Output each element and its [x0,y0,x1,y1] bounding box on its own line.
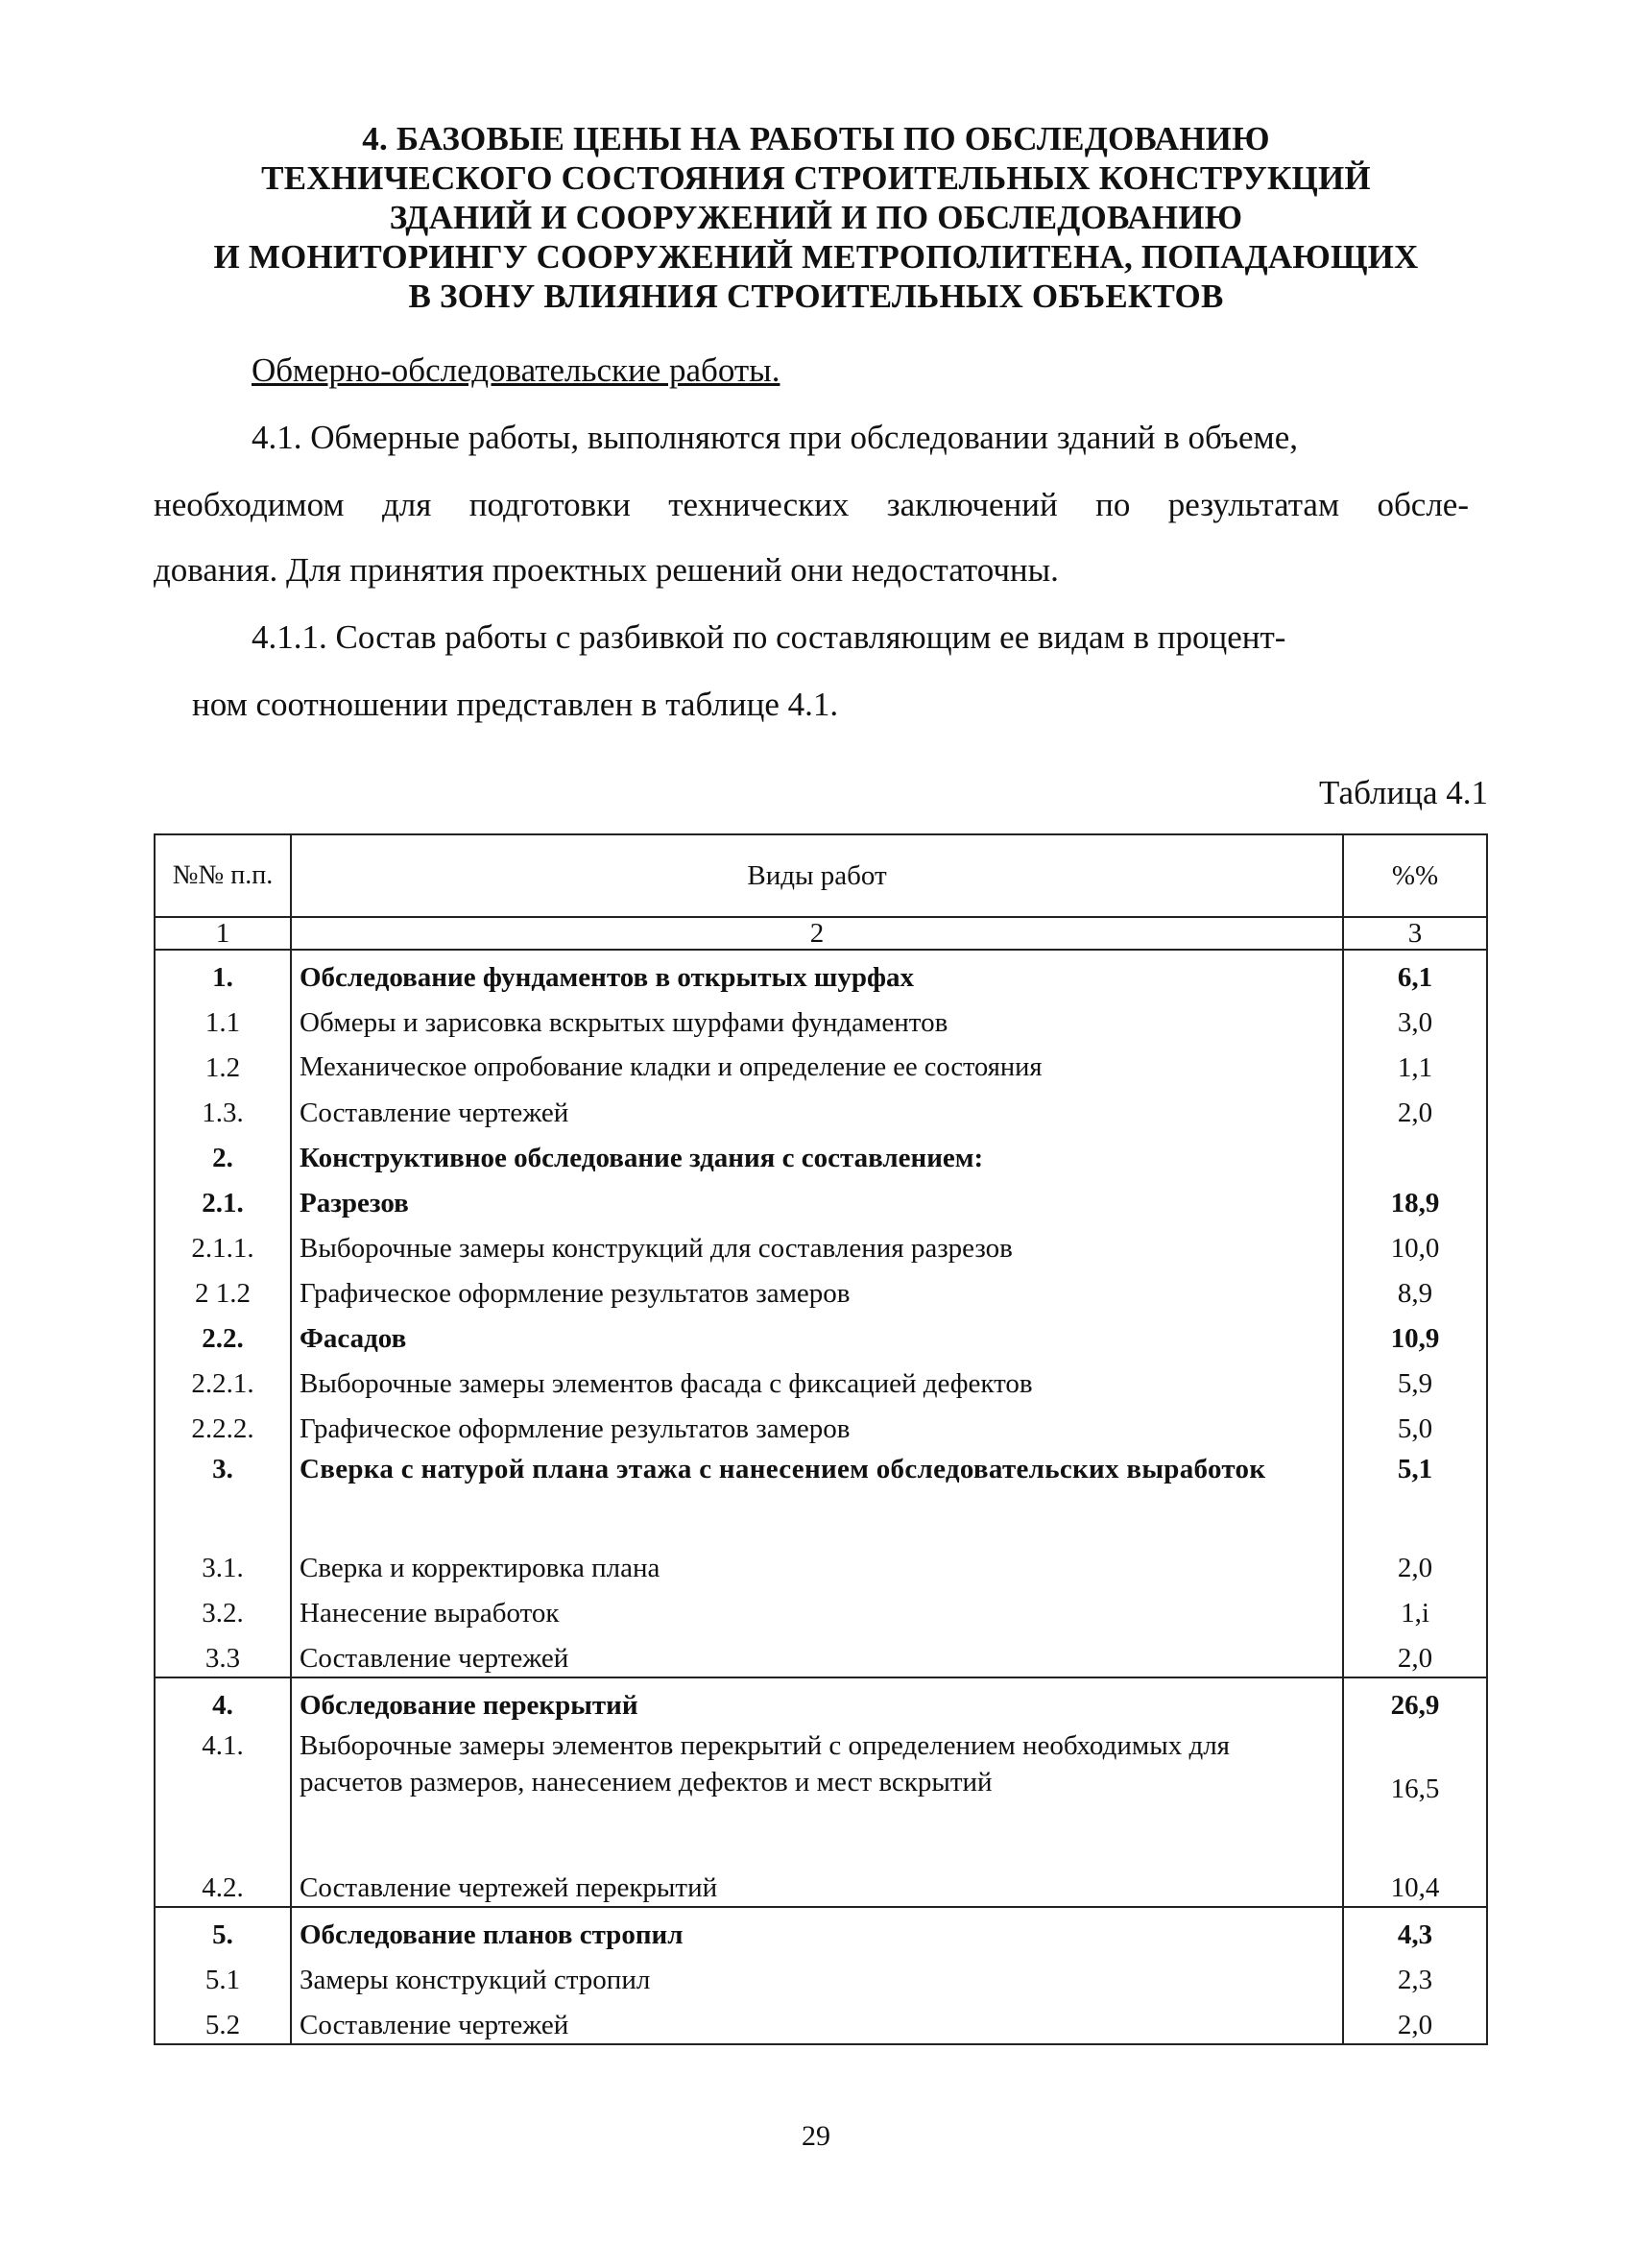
row-percent: 5,0 [1343,1402,1487,1447]
table-row [155,1221,1487,1267]
table-row [155,1724,1487,1854]
row-work-name: Нанесение выработок [291,1586,1343,1631]
table-row [155,1586,1487,1631]
paragraph-line: 4.1.1. Состав работы с разбивкой по составляющим ее видам в процент- [252,618,1286,656]
heading-line: В ЗОНУ ВЛИЯНИЯ СТРОИТЕЛЬНЫХ ОБЪЕКТОВ [408,277,1224,315]
row-work-name: Механическое опробование кладки и определение ее состояния [291,1041,1343,1086]
row-percent: 2,3 [1343,1953,1487,1998]
table-row [155,1953,1487,1998]
row-percent: 1,i [1343,1586,1487,1631]
table-row [155,1631,1487,1677]
row-percent: 5,9 [1343,1357,1487,1402]
row-work-name: Обмеры и зарисовка вскрытых шурфами фундаментов [291,996,1343,1041]
row-percent: 10,4 [1343,1854,1487,1907]
table-row [155,1447,1487,1541]
header-work-types: Виды работ [291,834,1343,917]
table-row [155,1267,1487,1312]
row-work-name: Составление чертежей [291,1998,1343,2044]
column-number: 2 [291,917,1343,950]
row-percent [1343,1131,1487,1176]
table-row [155,1541,1487,1586]
row-number: 2.1. [155,1176,291,1221]
row-number: 2.2.2. [155,1402,291,1447]
row-number: 2.2.1. [155,1357,291,1402]
row-number: 1.1 [155,996,291,1041]
row-number: 3.2. [155,1586,291,1631]
row-work-name: Обследование планов стропил [291,1907,1343,1953]
row-work-name: Графическое оформление результатов замеров [291,1267,1343,1312]
column-number: 1 [155,917,291,950]
table-row [155,1357,1487,1402]
table-row [155,1854,1487,1907]
row-number: 2. [155,1131,291,1176]
row-percent: 5,1 [1343,1447,1487,1541]
row-percent: 3,0 [1343,996,1487,1041]
row-work-name: Составление чертежей [291,1086,1343,1131]
row-number: 5. [155,1907,291,1953]
row-percent: 10,0 [1343,1221,1487,1267]
row-percent: 2,0 [1343,1631,1487,1677]
row-percent: 10,9 [1343,1312,1487,1357]
table-row [155,1041,1487,1086]
row-work-name: Выборочные замеры элементов перекрытий с определением необходимых для расчетов размеров, нанесением дефектов и мест вскрытий [291,1724,1343,1854]
row-work-name: Сверка и корректировка плана [291,1541,1343,1586]
row-number: 3.1. [155,1541,291,1586]
column-number: 3 [1343,917,1487,950]
row-number: 3.3 [155,1631,291,1677]
row-work-name: Сверка с натурой плана этажа с нанесением обследовательских выработок [291,1447,1343,1541]
row-work-name: Разрезов [291,1176,1343,1221]
row-work-name: Обследование фундаментов в открытых шурфах [291,950,1343,996]
column-number-row [155,917,1487,950]
row-percent: 2,0 [1343,1086,1487,1131]
row-number: 4.1. [155,1724,291,1854]
table-row [155,1176,1487,1221]
table-caption: Таблица 4.1 [1319,774,1488,811]
row-percent: 1,1 [1343,1041,1487,1086]
row-number: 4.2. [155,1854,291,1907]
row-percent: 6,1 [1343,950,1487,996]
row-percent: 26,9 [1343,1677,1487,1724]
heading-line: ЗДАНИЙ И СООРУЖЕНИЙ И ПО ОБСЛЕДОВАНИЮ [389,199,1243,236]
row-number: 3. [155,1447,291,1541]
subheading: Обмерно-обследовательские работы. [252,351,780,389]
table-row [155,1677,1487,1724]
row-percent: 2,0 [1343,1998,1487,2044]
header-number: №№ п.п. [155,834,291,917]
table-row [155,1086,1487,1131]
row-number: 2.2. [155,1312,291,1357]
row-work-name: Составление чертежей перекрытий [291,1854,1343,1907]
row-work-name: Составление чертежей [291,1631,1343,1677]
table-row [155,1312,1487,1357]
row-work-name: Конструктивное обследование здания с составлением: [291,1131,1343,1176]
section-heading [154,119,1478,316]
row-percent: 8,9 [1343,1267,1487,1312]
heading-line: 4. БАЗОВЫЕ ЦЕНЫ НА РАБОТЫ ПО ОБСЛЕДОВАНИЮ [362,120,1270,157]
paragraph-line: 4.1. Обмерные работы, выполняются при обследовании зданий в объеме, [252,419,1298,456]
row-number: 1.2 [155,1041,291,1086]
header-percent: %% [1343,834,1487,917]
table-row [155,1907,1487,1953]
row-work-name: Выборочные замеры конструкций для составления разрезов [291,1221,1343,1267]
row-work-name: Замеры конструкций стропил [291,1953,1343,1998]
row-percent: 16,5 [1343,1724,1487,1854]
row-percent: 2,0 [1343,1541,1487,1586]
row-number: 2 1.2 [155,1267,291,1312]
row-number: 1. [155,950,291,996]
row-number: 5.2 [155,1998,291,2044]
paragraph-line: ном соотношении представлен в таблице 4.1. [192,686,839,723]
row-work-name: Выборочные замеры элементов фасада с фиксацией дефектов [291,1357,1343,1402]
row-work-name: Обследование перекрытий [291,1677,1343,1724]
row-percent: 4,3 [1343,1907,1487,1953]
heading-line: ТЕХНИЧЕСКОГО СОСТОЯНИЯ СТРОИТЕЛЬНЫХ КОНСТРУКЦИЙ [261,159,1371,197]
row-number: 1.3. [155,1086,291,1131]
table-row [155,1131,1487,1176]
table-header-row [155,834,1487,917]
row-work-name: Графическое оформление результатов замеров [291,1402,1343,1447]
page-number: 29 [802,2120,830,2152]
paragraph-line: необходимом для подготовки технических заключений по результатам обсле- [154,486,1469,523]
works-table [154,833,1488,2045]
paragraph-line: дования. Для принятия проектных решений они недостаточны. [154,551,1059,589]
table-row [155,950,1487,996]
row-number: 5.1 [155,1953,291,1998]
row-number: 4. [155,1677,291,1724]
row-number: 2.1.1. [155,1221,291,1267]
heading-line: И МОНИТОРИНГУ СООРУЖЕНИЙ МЕТРОПОЛИТЕНА, ПОПАДАЮЩИХ [213,238,1419,276]
table-row [155,1998,1487,2044]
table-row [155,996,1487,1041]
row-percent: 18,9 [1343,1176,1487,1221]
table-row [155,1402,1487,1447]
row-work-name: Фасадов [291,1312,1343,1357]
